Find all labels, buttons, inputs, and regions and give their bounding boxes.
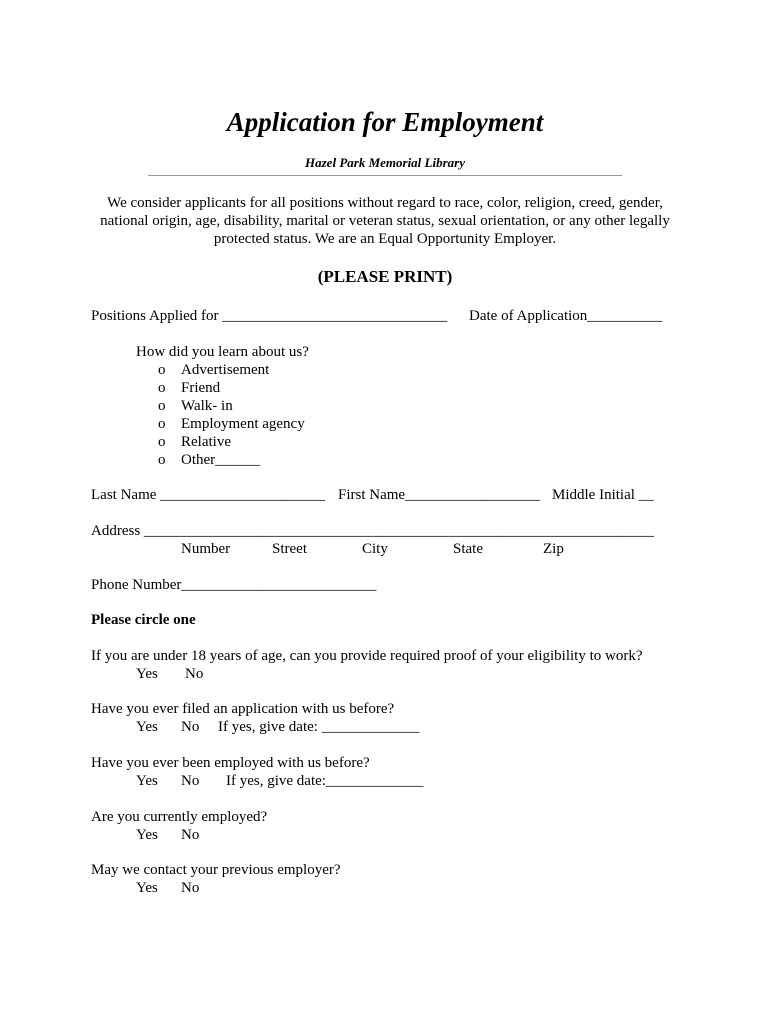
answer-yes[interactable]: Yes: [136, 666, 158, 682]
employed-date-field[interactable]: If yes, give date:_____________: [226, 773, 424, 789]
referral-option-relative: Relative: [181, 434, 231, 450]
answer-yes[interactable]: Yes: [136, 773, 158, 789]
referral-option-advertisement: Advertisement: [181, 362, 270, 378]
question-employed-before: Have you ever been employed with us before?: [91, 755, 370, 771]
first-name-field[interactable]: First Name__________________: [338, 487, 541, 503]
referral-option-friend: Friend: [181, 380, 221, 396]
answer-no[interactable]: No: [181, 827, 200, 843]
address-part-city: City: [362, 541, 388, 557]
phone-number-field[interactable]: Phone Number__________________________: [91, 577, 377, 593]
option-bullet[interactable]: o: [158, 398, 166, 414]
eeo-statement-line3: protected status. We are an Equal Opportunity Employer.: [213, 231, 557, 247]
header-divider: [148, 175, 622, 176]
filed-date-field[interactable]: If yes, give date: _____________: [218, 719, 420, 735]
answer-no[interactable]: No: [181, 773, 200, 789]
positions-applied-field[interactable]: Positions Applied for ______________________________: [91, 308, 448, 324]
option-bullet[interactable]: o: [158, 452, 166, 468]
address-part-state: State: [453, 541, 483, 557]
question-currently-employed: Are you currently employed?: [91, 809, 268, 825]
last-name-field[interactable]: Last Name ______________________: [91, 487, 326, 503]
question-filed-before: Have you ever filed an application with us before?: [91, 701, 395, 717]
address-part-number: Number: [181, 541, 231, 557]
date-of-application-field[interactable]: Date of Application__________: [469, 308, 663, 324]
referral-question: How did you learn about us?: [136, 344, 309, 360]
question-contact-employer: May we contact your previous employer?: [91, 862, 341, 878]
referral-option-other[interactable]: Other______: [181, 452, 261, 468]
answer-no[interactable]: No: [181, 880, 200, 896]
organization-name: Hazel Park Memorial Library: [305, 155, 465, 170]
page-title: Application for Employment: [226, 107, 544, 137]
address-part-street: Street: [272, 541, 307, 557]
please-print-heading: (PLEASE PRINT): [317, 267, 453, 286]
option-bullet[interactable]: o: [158, 362, 166, 378]
referral-option-walk-in: Walk- in: [181, 398, 233, 414]
option-bullet[interactable]: o: [158, 416, 166, 432]
answer-no[interactable]: No: [181, 719, 200, 735]
answer-no[interactable]: No: [185, 666, 204, 682]
option-bullet[interactable]: o: [158, 380, 166, 396]
answer-yes[interactable]: Yes: [136, 719, 158, 735]
address-field[interactable]: Address ____________________________________________________________________: [91, 523, 654, 539]
option-bullet[interactable]: o: [158, 434, 166, 450]
answer-yes[interactable]: Yes: [136, 880, 158, 896]
referral-option-employment-agency: Employment agency: [181, 416, 305, 432]
eeo-statement-line2: national origin, age, disability, marital or veteran status, sexual orientation, or any other legally: [100, 213, 670, 229]
address-part-zip: Zip: [543, 541, 564, 557]
answer-yes[interactable]: Yes: [136, 827, 158, 843]
circle-one-heading: Please circle one: [91, 612, 196, 628]
question-eligibility: If you are under 18 years of age, can you provide required proof of your eligibility to work?: [91, 648, 643, 664]
middle-initial-field[interactable]: Middle Initial __: [552, 487, 654, 503]
eeo-statement-line1: We consider applicants for all positions without regard to race, color, religion, creed, gender,: [107, 195, 663, 211]
